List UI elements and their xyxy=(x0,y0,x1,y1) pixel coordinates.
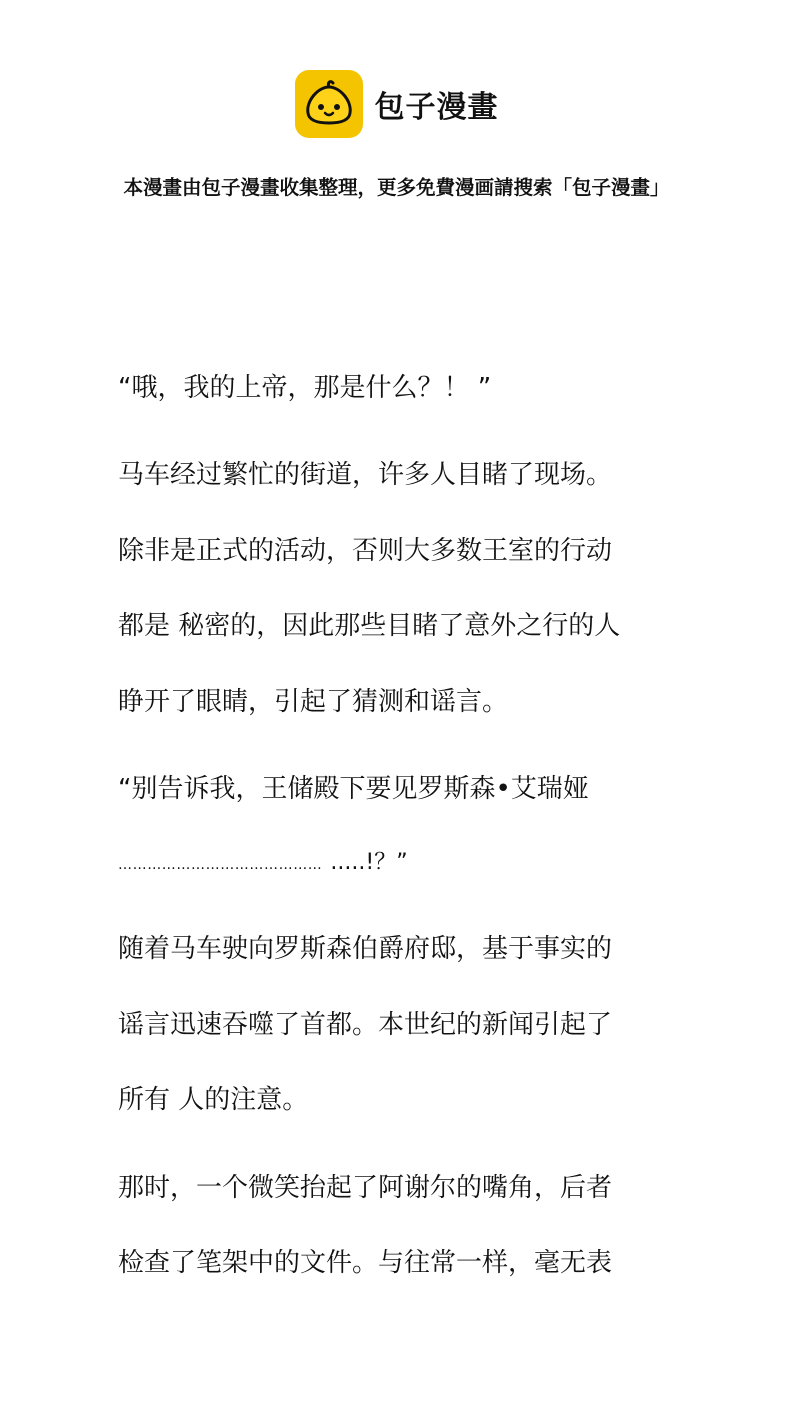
source-notice: 本漫畫由包子漫畫收集整理，更多免費漫画請搜索「包子漫畫」 xyxy=(123,176,670,199)
text-line: 除非是正式的活动，否则大多数王室的行动 xyxy=(118,536,613,566)
text-line: 所有 人的注意。 xyxy=(118,1085,309,1115)
brand-name: 包子漫畫 xyxy=(374,90,499,125)
ellipsis-dots: …………………………………… xyxy=(118,857,323,873)
text-line: 都是 秘密的，因此那些目睹了意外之行的人 xyxy=(118,611,621,641)
text-line: 那时，一个微笑抬起了阿谢尔的嘴角，后者 xyxy=(118,1173,613,1203)
ellipsis-line xyxy=(118,843,408,883)
text-line: “哦，我的上帝，那是什么？！ ” xyxy=(118,373,492,403)
text-line: 马车经过繁忙的街道，许多人目睹了现场。 xyxy=(118,460,613,490)
ellipsis-tail: .....!？” xyxy=(330,850,408,875)
brand-logo[interactable] xyxy=(0,70,793,138)
bun-logo-icon xyxy=(295,70,363,138)
header xyxy=(0,0,793,220)
bun-face-icon xyxy=(302,79,356,129)
text-line: “别告诉我，王储殿下要见罗斯森•艾瑞娅 xyxy=(118,774,589,804)
text-line: 检查了笔架中的文件。与往常一样，毫无表 xyxy=(118,1248,613,1278)
text-line: 谣言迅速吞噬了首都。本世纪的新闻引起了 xyxy=(118,1010,613,1040)
text-line: 随着马车驶向罗斯森伯爵府邸，基于事实的 xyxy=(118,934,613,964)
text-line: 睁开了眼睛，引起了猜测和谣言。 xyxy=(118,687,509,717)
